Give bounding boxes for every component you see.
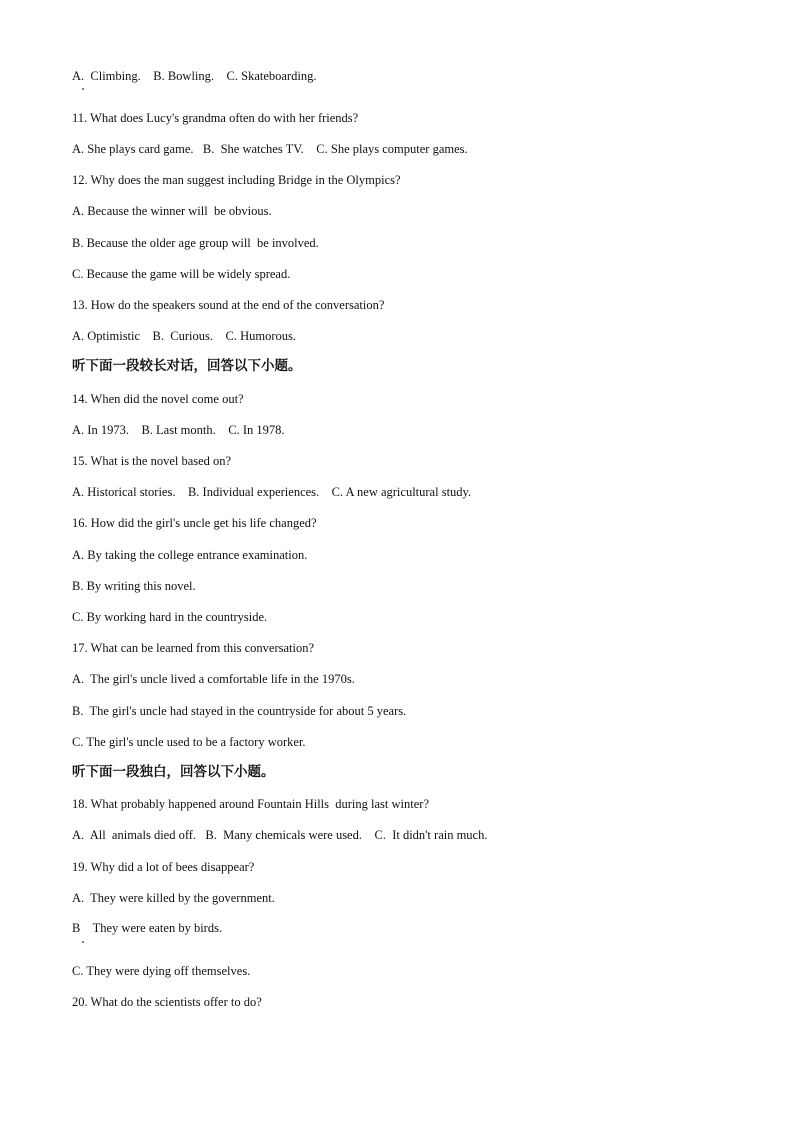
question-16-option-a: A. By taking the college entrance examination. xyxy=(72,548,308,562)
question-17-option-c: C. The girl's uncle used to be a factory worker. xyxy=(72,735,306,749)
section-heading-long-dialogue: 听下面一段较长对话，回答以下小题。 xyxy=(72,358,302,374)
question-15: 15. What is the novel based on? xyxy=(72,454,232,468)
question-18: 18. What probably happened around Fountain Hills during last winter? xyxy=(72,797,429,811)
question-14: 14. When did the novel come out? xyxy=(72,392,244,406)
stray-dot-mark xyxy=(82,88,84,90)
question-11: 11. What does Lucy's grandma often do with her friends? xyxy=(72,111,359,125)
question-11-options: A. She plays card game. B. She watches TV. C. She plays computer games. xyxy=(72,142,468,156)
question-15-options: A. Historical stories. B. Individual experiences. C. A new agricultural study. xyxy=(72,485,472,499)
question-17: 17. What can be learned from this conversation? xyxy=(72,641,315,655)
question-14-options: A. In 1973. B. Last month. C. In 1978. xyxy=(72,423,285,437)
question-19-option-b: B They were eaten by birds. xyxy=(72,921,223,935)
question-10-options: A. Climbing. B. Bowling. C. Skateboarding. xyxy=(72,69,317,83)
question-18-options: A. All animals died off. B. Many chemicals were used. C. It didn't rain much. xyxy=(72,828,488,842)
question-12-option-a: A. Because the winner will be obvious. xyxy=(72,204,272,218)
question-16-option-c: C. By working hard in the countryside. xyxy=(72,610,268,624)
stray-dot-mark xyxy=(82,941,84,943)
question-13: 13. How do the speakers sound at the end of the conversation? xyxy=(72,298,385,312)
question-17-option-b: B. The girl's uncle had stayed in the countryside for about 5 years. xyxy=(72,704,407,718)
question-16-option-b: B. By writing this novel. xyxy=(72,579,196,593)
question-12: 12. Why does the man suggest including Bridge in the Olympics? xyxy=(72,173,401,187)
question-17-option-a: A. The girl's uncle lived a comfortable life in the 1970s. xyxy=(72,672,355,686)
question-13-options: A. Optimistic B. Curious. C. Humorous. xyxy=(72,329,296,343)
question-19-option-c: C. They were dying off themselves. xyxy=(72,964,251,978)
question-12-option-b: B. Because the older age group will be involved. xyxy=(72,236,319,250)
question-20: 20. What do the scientists offer to do? xyxy=(72,995,262,1009)
question-19: 19. Why did a lot of bees disappear? xyxy=(72,860,255,874)
question-12-option-c: C. Because the game will be widely spread. xyxy=(72,267,291,281)
question-19-option-a: A. They were killed by the government. xyxy=(72,891,275,905)
question-16: 16. How did the girl's uncle get his life changed? xyxy=(72,516,317,530)
section-heading-monologue: 听下面一段独白，回答以下小题。 xyxy=(72,764,275,780)
